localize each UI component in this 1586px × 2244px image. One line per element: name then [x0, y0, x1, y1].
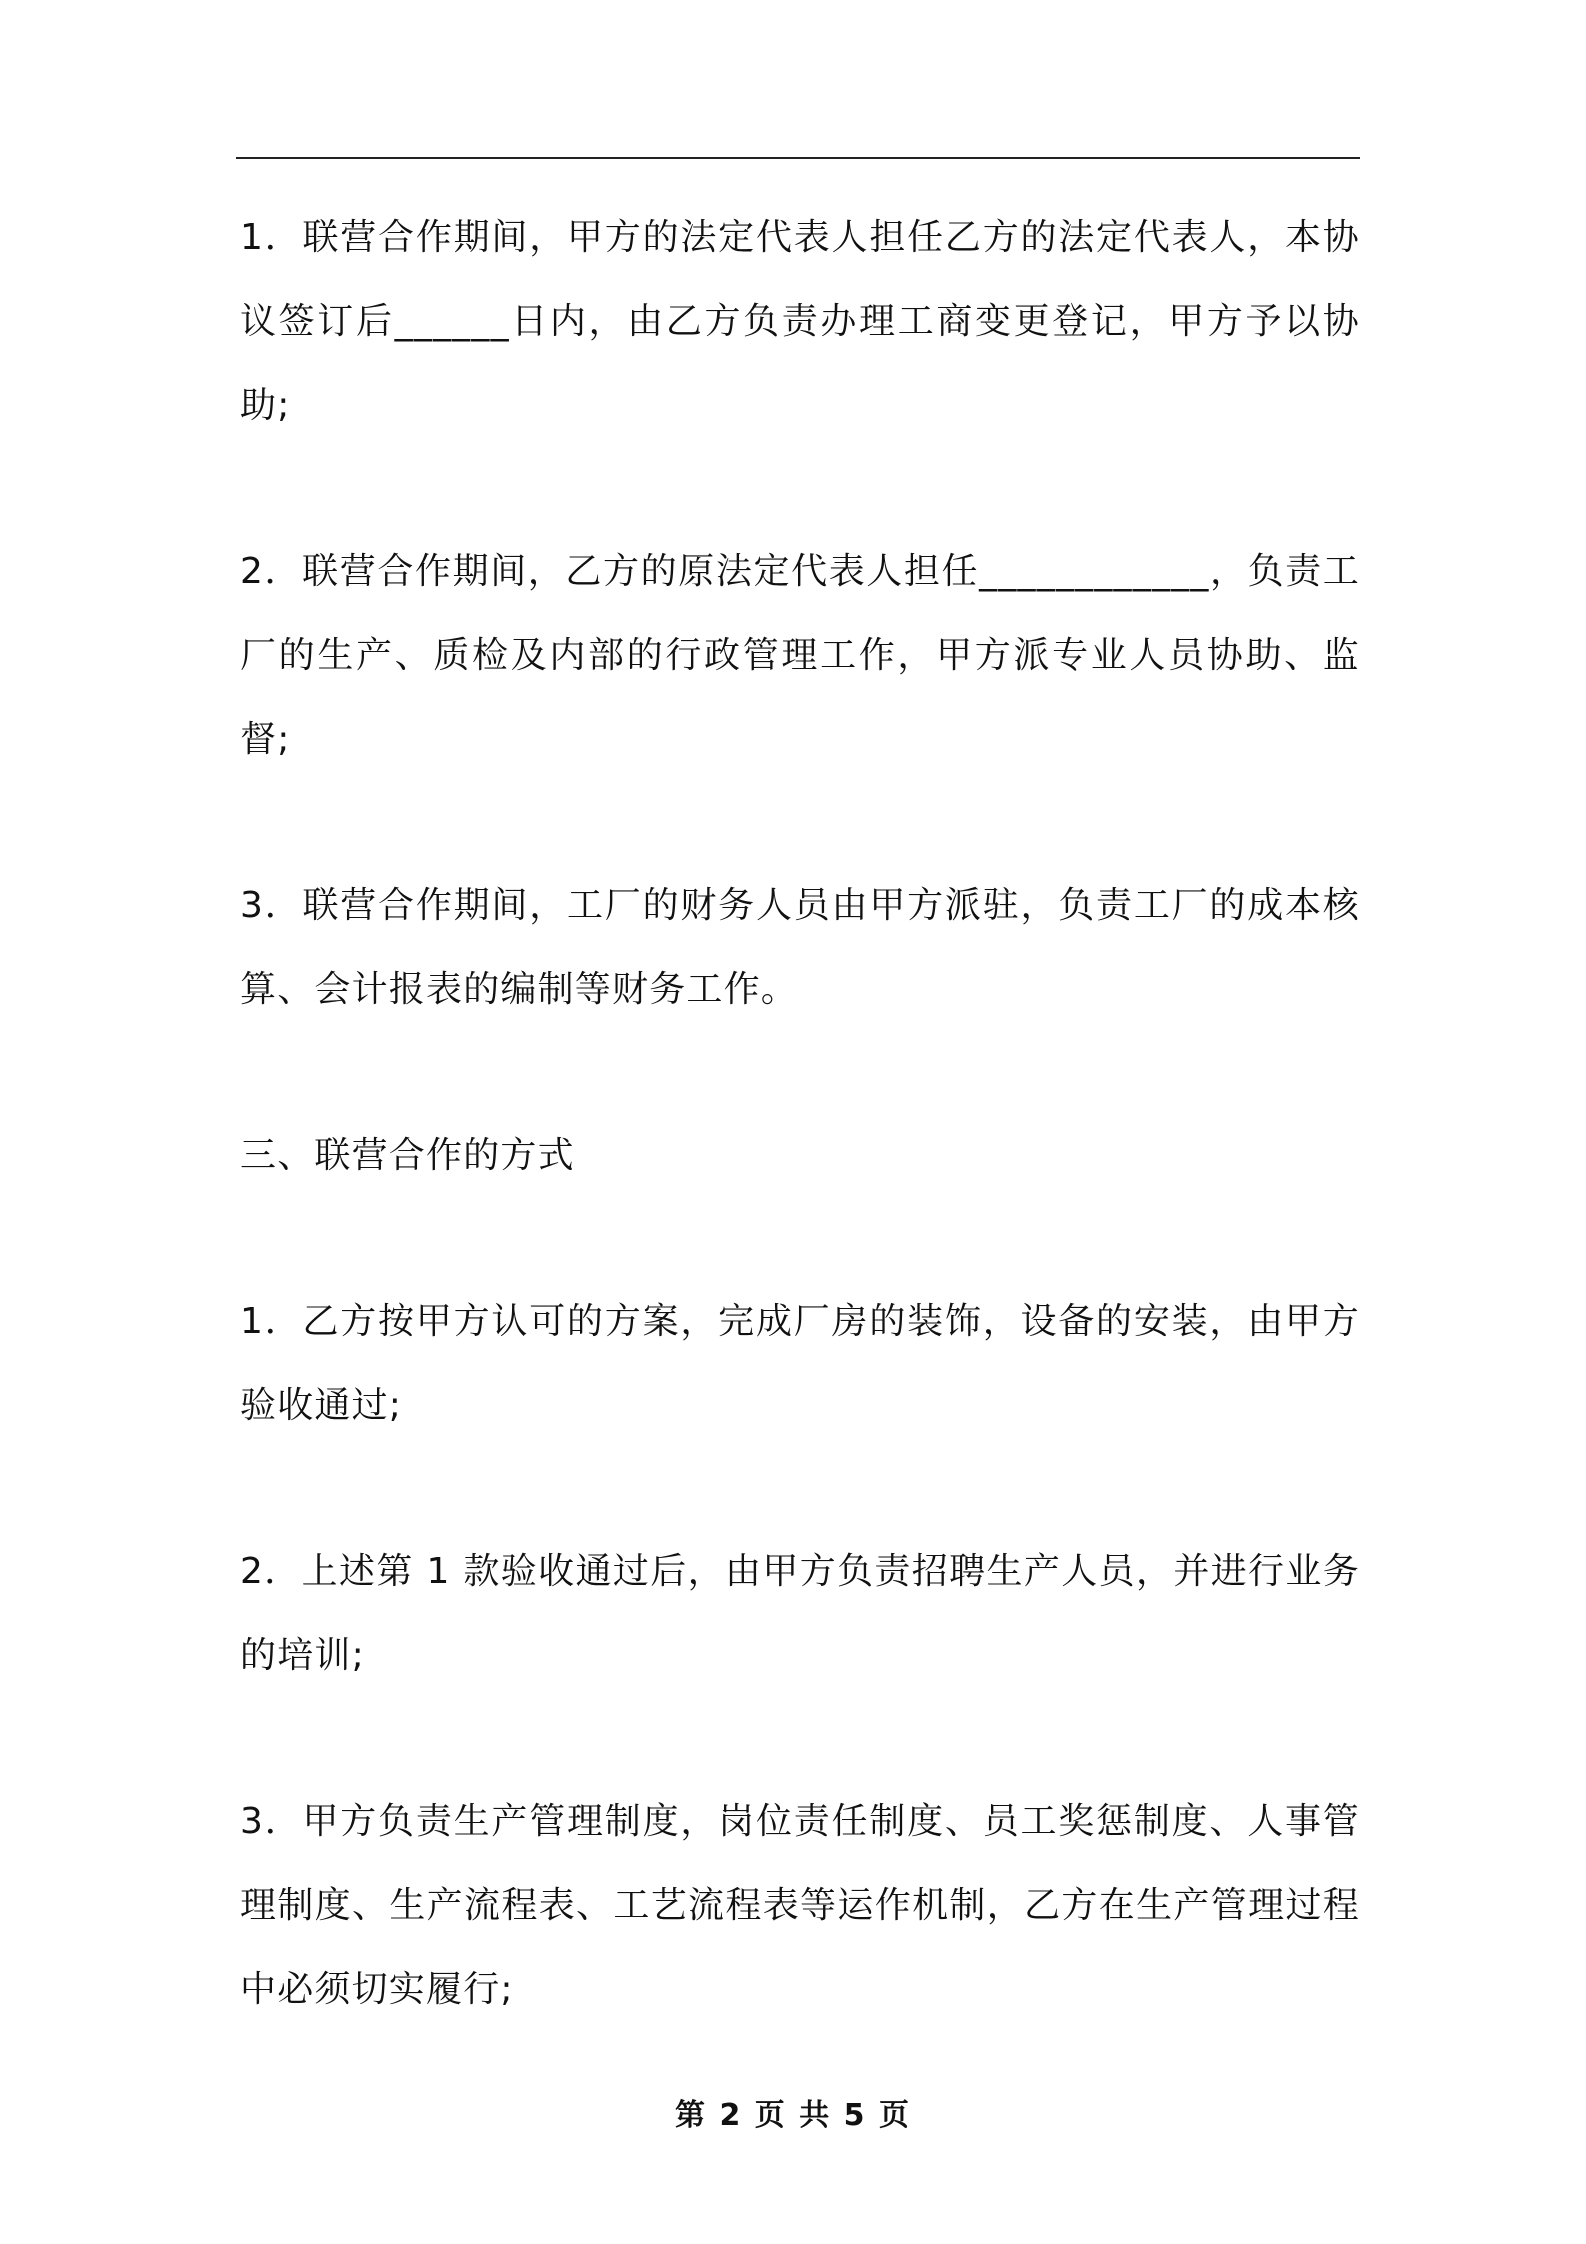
paragraph-clause-3: 3．联营合作期间，工厂的财务人员由甲方派驻，负责工厂的成本核算、会计报表的编制等财务工作。	[240, 885, 1360, 1010]
page-number-footer: 第 2 页 共 5 页	[675, 2098, 911, 2133]
paragraph-method-2: 2．上述第 1 款验收通过后，由甲方负责招聘生产人员，并进行业务的培训;	[240, 1551, 1360, 1676]
header-rule	[236, 157, 1360, 159]
paragraph-clause-2: 2．联营合作期间，乙方的原法定代表人担任____________，负责工厂的生产、质检及内部的行政管理工作，甲方派专业人员协助、监督;	[240, 551, 1360, 760]
paragraph-clause-1: 1．联营合作期间，甲方的法定代表人担任乙方的法定代表人，本协议签订后______日内，由乙方负责办理工商变更登记，甲方予以协助;	[240, 217, 1360, 426]
paragraph-method-3: 3．甲方负责生产管理制度，岗位责任制度、员工奖惩制度、人事管理制度、生产流程表、工艺流程表等运作机制，乙方在生产管理过程中必须切实履行;	[240, 1801, 1360, 2010]
paragraph-method-1: 1．乙方按甲方认可的方案，完成厂房的装饰，设备的安装，由甲方验收通过;	[240, 1301, 1360, 1426]
document-body	[240, 196, 1360, 2114]
section-heading: 三、联营合作的方式	[240, 1135, 575, 1176]
